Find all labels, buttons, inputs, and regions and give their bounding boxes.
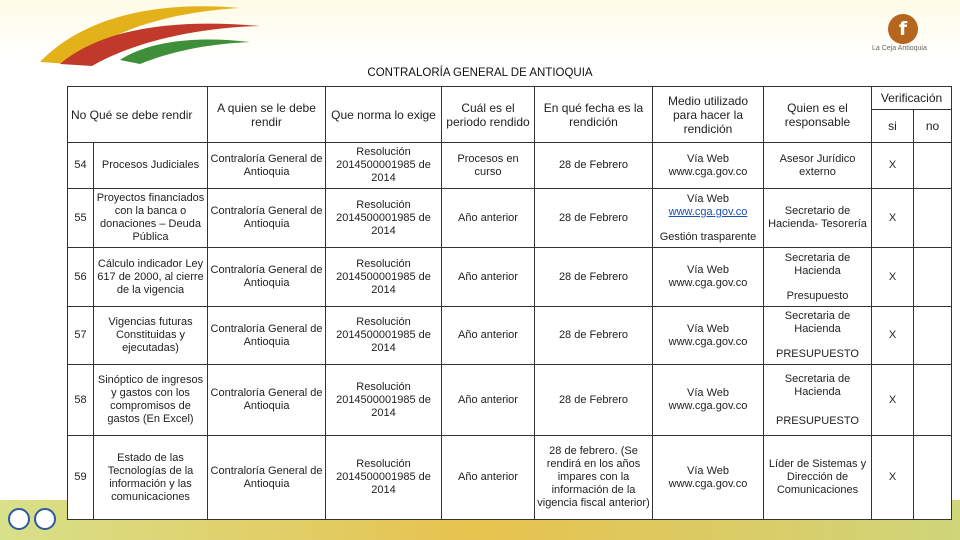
row-medio: Vía Web www.cga.gov.co — [653, 307, 764, 365]
facebook-icon[interactable]: f — [888, 14, 918, 44]
table-row — [68, 365, 952, 436]
header-medio: Medio utilizado para hacer la rendición — [653, 87, 764, 143]
header-a-quien: A quien se le debe rendir — [208, 87, 326, 143]
row-responsable: Líder de Sistemas y Dirección de Comunicaciones — [764, 436, 872, 520]
page-title: CONTRALORÍA GENERAL DE ANTIOQUIA — [367, 67, 593, 79]
row-a-quien: Contraloría General de Antioquia — [208, 189, 326, 248]
row-norma: Resolución 2014500001985 de 2014 — [326, 143, 442, 189]
row-si: X — [872, 248, 914, 307]
row-responsable-extra: PRESUPUESTO — [776, 348, 859, 360]
row-norma: Resolución 2014500001985 de 2014 — [326, 248, 442, 307]
row-medio-cell — [653, 189, 764, 248]
row-number: 58 — [68, 365, 94, 436]
row-si: X — [872, 143, 914, 189]
row-no — [914, 365, 952, 436]
row-responsable: Secretaria de Hacienda — [784, 372, 851, 398]
table-row — [68, 248, 952, 307]
table-row — [68, 436, 952, 520]
row-si: X — [872, 436, 914, 520]
row-responsable-extra: PRESUPUESTO — [776, 414, 859, 427]
row-a-quien: Contraloría General de Antioquia — [208, 307, 326, 365]
row-medio-extra: Gestión trasparente — [659, 230, 757, 243]
row-fecha: 28 de Febrero — [535, 143, 653, 189]
row-fecha: 28 de febrero. (Se rendirá en los años impares con la información de la vigencia fiscal anterior) — [535, 436, 653, 520]
row-responsable-cell — [764, 248, 872, 307]
certification-icon — [8, 508, 30, 530]
row-no — [914, 307, 952, 365]
row-number: 54 — [68, 143, 94, 189]
row-responsable-cell — [764, 307, 872, 365]
row-periodo: Año anterior — [442, 436, 535, 520]
row-que: Procesos Judiciales — [94, 143, 208, 189]
row-fecha: 28 de Febrero — [535, 248, 653, 307]
row-fecha: 28 de Febrero — [535, 365, 653, 436]
row-que: Vigencias futuras Constituidas y ejecutadas) — [94, 307, 208, 365]
table-row — [68, 189, 952, 248]
row-no — [914, 143, 952, 189]
row-medio: Vía Web www.cga.gov.co — [653, 248, 764, 307]
row-medio-link[interactable]: www.cga.gov.co — [668, 205, 748, 218]
header-no-que: No Qué se debe rendir — [68, 87, 208, 143]
row-que: Cálculo indicador Ley 617 de 2000, al cierre de la vigencia — [94, 248, 208, 307]
row-medio: Vía Web — [687, 192, 729, 205]
row-responsable: Secretario de Hacienda- Tesorería — [764, 189, 872, 248]
rendicion-table — [67, 86, 952, 520]
header-verificacion: Verificación — [872, 87, 952, 110]
row-periodo: Año anterior — [442, 365, 535, 436]
row-a-quien: Contraloría General de Antioquia — [208, 436, 326, 520]
table-row — [68, 143, 952, 189]
row-si: X — [872, 189, 914, 248]
row-responsable-extra: Presupuesto — [786, 289, 849, 302]
header-periodo: Cuál es el periodo rendido — [442, 87, 535, 143]
row-responsable: Asesor Jurídico externo — [764, 143, 872, 189]
row-que: Proyectos financiados con la banca o donaciones – Deuda Pública — [94, 189, 208, 248]
row-no — [914, 436, 952, 520]
row-a-quien: Contraloría General de Antioquia — [208, 143, 326, 189]
row-si: X — [872, 307, 914, 365]
certification-seals — [8, 500, 66, 538]
certification-icon — [34, 508, 56, 530]
row-periodo: Procesos en curso — [442, 143, 535, 189]
row-no — [914, 248, 952, 307]
row-responsable-cell — [764, 365, 872, 436]
table-row — [68, 307, 952, 365]
header-responsable: Quien es el responsable — [764, 87, 872, 143]
row-number: 56 — [68, 248, 94, 307]
row-periodo: Año anterior — [442, 248, 535, 307]
header-si: si — [872, 110, 914, 143]
row-que: Estado de las Tecnologías de la información y las comunicaciones — [94, 436, 208, 520]
row-fecha: 28 de Febrero — [535, 189, 653, 248]
row-medio: Vía Web www.cga.gov.co — [653, 143, 764, 189]
row-norma: Resolución 2014500001985 de 2014 — [326, 189, 442, 248]
row-periodo: Año anterior — [442, 307, 535, 365]
row-fecha: 28 de Febrero — [535, 307, 653, 365]
brand-name: La Ceja Antioquia — [872, 45, 927, 52]
row-a-quien: Contraloría General de Antioquia — [208, 365, 326, 436]
row-no — [914, 189, 952, 248]
row-periodo: Año anterior — [442, 189, 535, 248]
row-number: 55 — [68, 189, 94, 248]
row-responsable: Secretaria de Hacienda — [784, 251, 851, 277]
row-que: Sinóptico de ingresos y gastos con los compromisos de gastos (En Excel) — [94, 365, 208, 436]
row-norma: Resolución 2014500001985 de 2014 — [326, 436, 442, 520]
row-number: 57 — [68, 307, 94, 365]
header-norma: Que norma lo exige — [326, 87, 442, 143]
header-no: no — [914, 110, 952, 143]
row-si: X — [872, 365, 914, 436]
row-number: 59 — [68, 436, 94, 520]
row-a-quien: Contraloría General de Antioquia — [208, 248, 326, 307]
row-norma: Resolución 2014500001985 de 2014 — [326, 307, 442, 365]
row-medio: Vía Web www.cga.gov.co — [653, 436, 764, 520]
row-norma: Resolución 2014500001985 de 2014 — [326, 365, 442, 436]
header-fecha: En qué fecha es la rendición — [535, 87, 653, 143]
logo — [0, 0, 300, 70]
row-responsable: Secretaria de Hacienda — [784, 310, 851, 335]
row-medio: Vía Web www.cga.gov.co — [653, 365, 764, 436]
